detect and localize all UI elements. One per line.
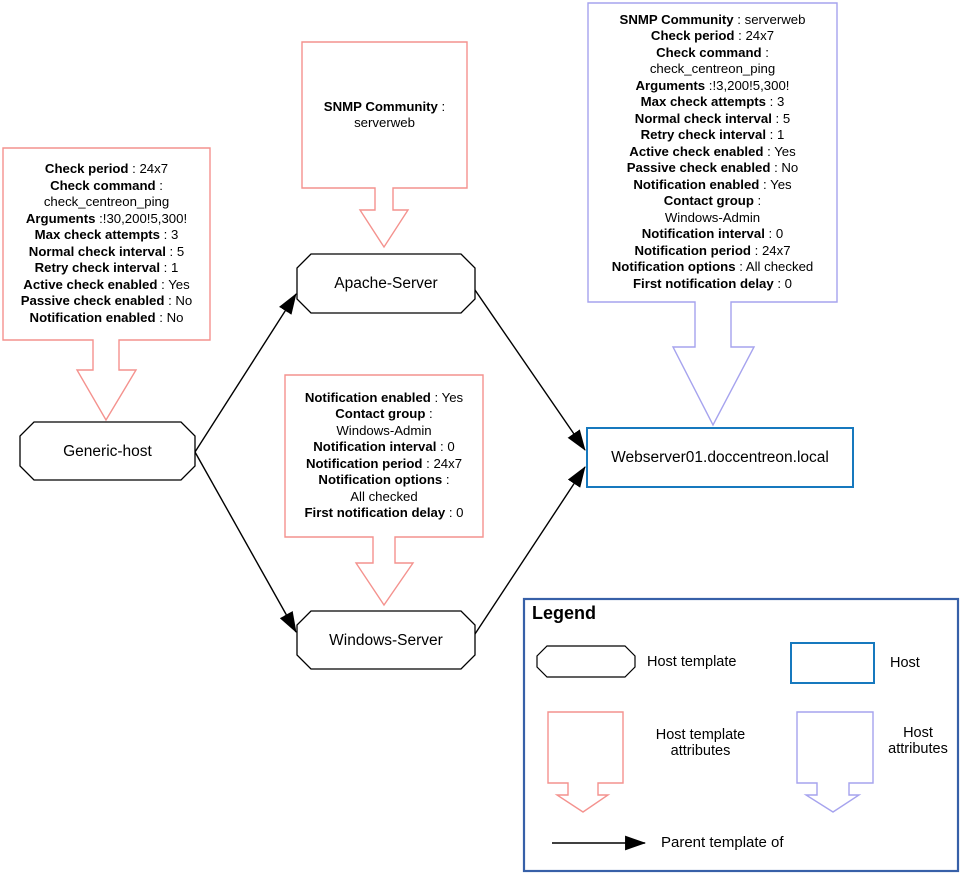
legend-host-label: Host <box>890 655 920 671</box>
attribute-line: Notification options : All checked <box>611 259 814 275</box>
attribute-line: Notification period : 24x7 <box>634 242 791 258</box>
attribute-line: SNMP Community : serverweb <box>619 11 806 27</box>
attribute-line: Contact group : <box>663 193 762 209</box>
host-node-label: Webserver01.doccentreon.local <box>611 449 829 466</box>
legend-parent-template-label: Parent template of <box>661 834 784 851</box>
attribute-line: Max check attempts : 3 <box>34 227 179 242</box>
generic-host-attributes-callout <box>3 148 210 420</box>
attribute-line: Max check attempts : 3 <box>640 94 785 110</box>
attribute-line: Passive check enabled : No <box>20 293 193 308</box>
legend-host-template-attributes-line2: attributes <box>670 743 731 759</box>
legend-host-template-label: Host template <box>647 654 737 670</box>
attribute-line: SNMP Community : <box>323 98 446 114</box>
legend-host-attributes-label <box>858 725 961 757</box>
apache-server-node-shape <box>297 254 475 313</box>
attribute-line: First notification delay : 0 <box>632 275 792 291</box>
attribute-line: Check command : <box>50 177 163 193</box>
attribute-line: Notification interval : 0 <box>313 439 455 454</box>
attribute-line: Contact group : <box>335 406 433 421</box>
attribute-line: Active check enabled : Yes <box>23 276 190 292</box>
legend-host-attributes-line2: attributes <box>888 741 948 757</box>
attribute-line: Notification period : 24x7 <box>305 455 463 471</box>
edge-apache-to-host <box>475 290 585 450</box>
attribute-line: Retry check interval : 1 <box>34 260 179 275</box>
legend-host-template-attributes-label <box>618 727 783 759</box>
attribute-line: Notification options : <box>318 472 450 487</box>
generic-host-node-label: Generic-host <box>63 442 152 460</box>
attribute-line: Arguments :!30,200!5,300! <box>25 210 188 226</box>
attribute-line: Notification interval : 0 <box>641 226 784 242</box>
windows-server-node-shape <box>297 611 475 669</box>
attribute-line: First notification delay : 0 <box>304 505 464 520</box>
legend-host-template-shape <box>537 646 635 677</box>
attribute-line: Notification enabled : Yes <box>633 176 792 192</box>
attribute-line: Passive check enabled : No <box>626 160 799 176</box>
attribute-line: Windows-Admin <box>336 422 432 438</box>
legend-host-template-attributes-line1: Host template <box>655 727 746 743</box>
attribute-line: Active check enabled : Yes <box>629 143 796 159</box>
edge-generic-to-windows <box>195 452 296 632</box>
attribute-line: All checked <box>350 488 418 504</box>
notification-attributes-callout <box>285 375 483 605</box>
attribute-line: Check command : <box>656 44 769 60</box>
snmp-community-attributes-callout <box>302 42 467 247</box>
apache-server-node-label: Apache-Server <box>334 275 438 292</box>
attribute-line: Retry check interval : 1 <box>640 127 785 143</box>
attribute-line: check_centreon_ping <box>649 61 776 77</box>
generic-host-node-shape <box>20 422 195 480</box>
legend-host-attributes-line1: Host <box>903 725 933 741</box>
attribute-line: Normal check interval : 5 <box>28 243 185 259</box>
attribute-line: Windows-Admin <box>664 209 761 225</box>
attribute-line: Notification enabled : Yes <box>304 389 464 405</box>
host-attributes-callout <box>588 3 837 425</box>
legend-title: Legend <box>532 603 597 623</box>
attribute-line: serverweb <box>354 115 415 130</box>
host-node-shape <box>587 428 853 487</box>
legend-host-shape <box>791 643 874 683</box>
attribute-line: check_centreon_ping <box>43 194 170 209</box>
attribute-line: Check period : 24x7 <box>650 28 775 44</box>
attribute-line: Normal check interval : 5 <box>634 110 791 126</box>
attribute-line: Arguments :!3,200!5,300! <box>635 77 790 93</box>
attribute-line: Check period : 24x7 <box>44 161 169 176</box>
attribute-line: Notification enabled : No <box>29 309 184 325</box>
windows-server-node-label: Windows-Server <box>329 631 443 649</box>
